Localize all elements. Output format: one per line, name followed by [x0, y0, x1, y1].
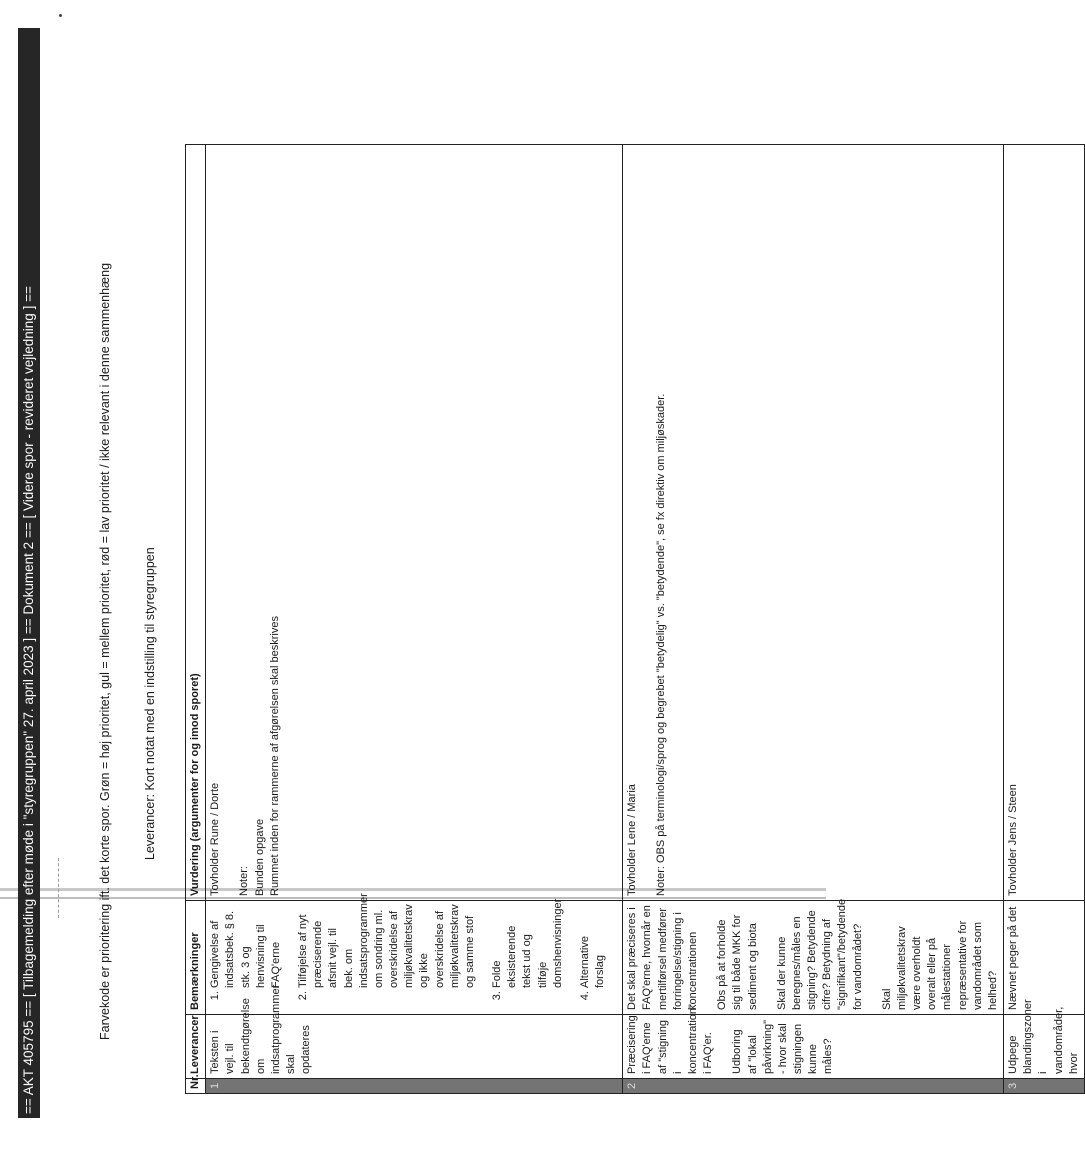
row-assessment — [1004, 145, 1085, 901]
assessment-line: Rummet inden for rammerne af afgørelsen skal beskrives — [268, 616, 281, 896]
row-remarks — [206, 893, 623, 1015]
row-deliverable — [623, 1004, 1004, 1079]
col-header-nr: Nr. — [186, 1079, 206, 1094]
scan-edge-mark — [58, 858, 65, 918]
table-header-row — [186, 145, 206, 1094]
remark-paragraph: Skal der kunne beregnes/måles en stigning? Betydende cifre? Betydning af "signifikant"/betydende for vandområdet? — [775, 898, 864, 1010]
deliverable-text: Udboring af "lokal påvirkning" - hvor skal stigningen kunne måles? — [731, 1019, 835, 1074]
list-item: 1. Gengivelse af indsatsbek. § 8. stk. 3 og henvisning til FAQ'erne — [208, 905, 284, 988]
row-deliverable — [206, 984, 623, 1079]
row-number: 1 — [206, 1079, 623, 1094]
priority-color-legend: Farvekode er prioritering ift. det korte spor. Grøn = høj prioritet, gul = mellem prioritet, rød = lav prioritet / ikke relevant i denne sammenhæng — [98, 262, 112, 1040]
assessment-line: Tovholder Lene / Maria — [626, 784, 639, 896]
table-row — [206, 145, 623, 1094]
spacer — [866, 905, 880, 1010]
scan-speck — [59, 14, 62, 17]
remark-paragraph: Skal miljøkvalitetskrav være overholdt overalt eller på målestationer repræsentative for vandområdet som helhed? — [880, 920, 999, 1010]
assessment-line: Noter: OBS på terminologi/sprog og begrebet "betydelig" vs. "betydende", se fx direktiv om miljøskader. — [655, 393, 668, 896]
assessment-line: Tovholder Jens / Steen — [1007, 784, 1020, 896]
remarks-list — [208, 893, 608, 1010]
row-number: 2 — [623, 1079, 1004, 1094]
row-assessment — [206, 145, 623, 901]
remark-paragraph: Nævnet peger på det — [1007, 906, 1020, 1010]
row-number: 3 — [1004, 1079, 1085, 1094]
col-header-vurdering: Vurdering (argumenter for og imod sporet) — [186, 145, 206, 901]
deliverables-note: Leverancer: Kort notat med en indstilling til styregruppen — [143, 547, 157, 860]
row-deliverable — [1004, 999, 1085, 1079]
row-remarks — [1004, 901, 1085, 1015]
remark-paragraph: Det skal præciseres i FAQ'erne, hvornår en mertilførsel medfører forringelse/stigning i koncentrationen — [626, 905, 699, 1010]
remark-paragraph: Obs på at forholde sig til både MKK for sediment og biota — [716, 914, 759, 1010]
assessment-line: Tovholder Rune / Dorte — [209, 782, 222, 896]
spacer — [223, 149, 237, 896]
row-assessment — [623, 145, 1004, 901]
table-row — [1004, 145, 1085, 1094]
spacer — [701, 905, 715, 1010]
list-item: 4. Alternative forslag — [578, 905, 608, 988]
list-item: 2. Tilføjelse af nyt præciserende afsnit vejl. til bek. om indsatsprogrammer om sondring ml. overskridelse af miljøkvalitetskrav og ikke overskridelse af miljøkvalitetskrav og samme stof — [296, 905, 478, 988]
spacer — [640, 149, 654, 896]
deliverable-text: Præcisering i FAQ'erne af "stigning i koncentration" i FAQ'er. — [626, 1004, 715, 1074]
deliverable-text: Udpege blandingszoner i vandområder, hvor — [1007, 999, 1080, 1074]
document-header-banner: == AKT 405795 == [ Tilbagemelding efter møde i "styregruppen" 27. april 2023 ] == Dokument 2 == [ Videre spor - revideret vejledning ] == — [18, 28, 40, 1118]
priority-table — [185, 144, 1080, 1094]
spacer — [716, 1019, 730, 1074]
spacer — [761, 905, 775, 1010]
assessment-line: Bunden opgave — [253, 818, 266, 896]
row-remarks — [623, 898, 1004, 1015]
table-row — [623, 145, 1004, 1094]
list-item: 3. Folde eksisterende tekst ud og tilføje domshenvisninger — [490, 905, 566, 988]
col-header-leverancer: Leverancer — [186, 1015, 206, 1079]
deliverable-text: Teksten i vejl. til bekendtgørelse om indsatprogrammer skal opdateres — [209, 984, 313, 1074]
col-header-bemaerkninger: Bemærkninger — [186, 901, 206, 1015]
assessment-line: Noter: — [238, 866, 251, 896]
